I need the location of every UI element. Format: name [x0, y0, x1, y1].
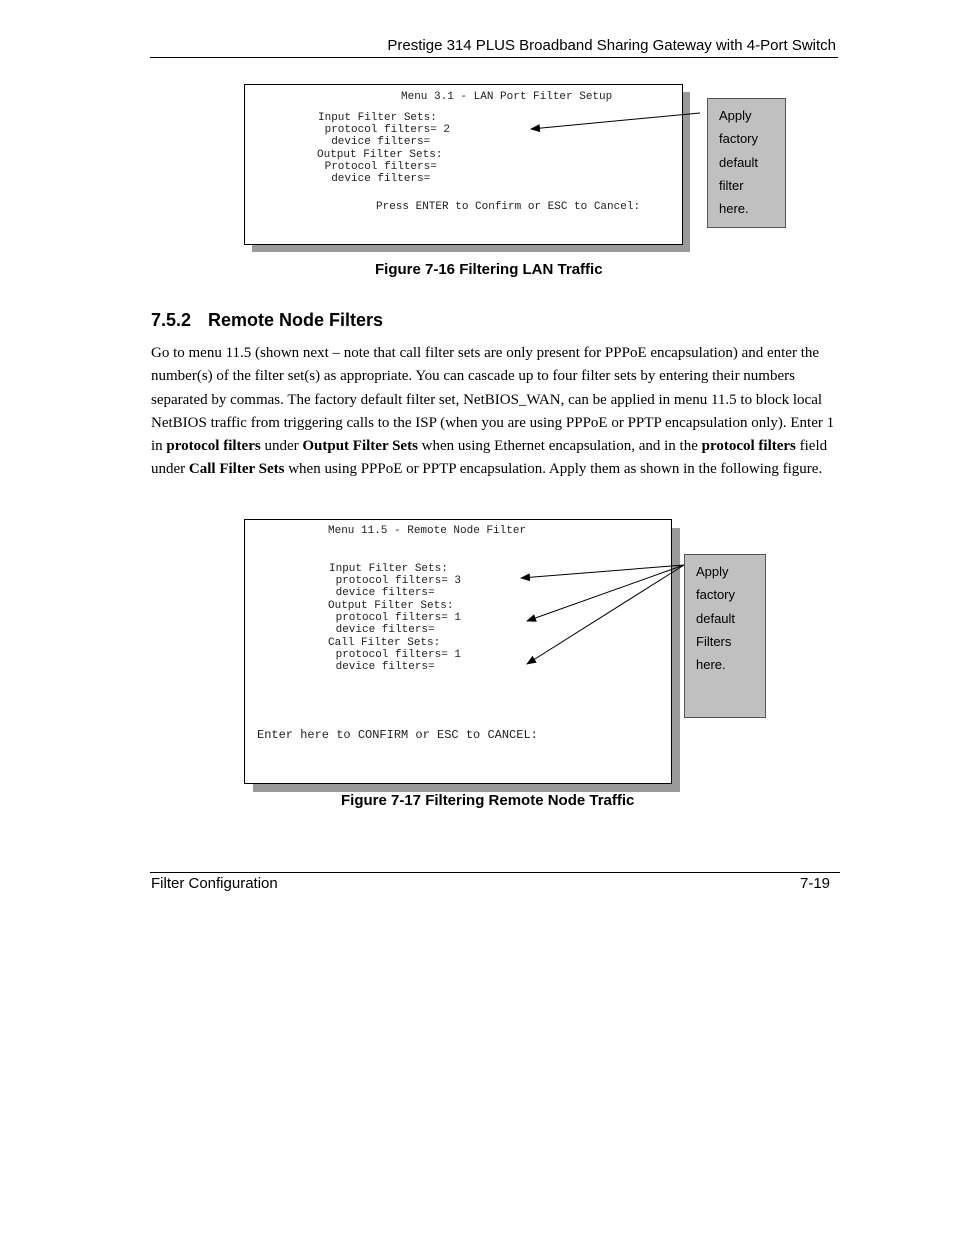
terminal-line: Output Filter Sets: — [317, 149, 443, 161]
footer-section-name: Filter Configuration — [151, 875, 278, 892]
terminal-prompt: Press ENTER to Confirm or ESC to Cancel: — [376, 201, 641, 213]
text-run: Go to menu 11.5 (shown next – note that call filter sets are only present for PPPoE encapsulation) and enter the number(s) of the filter set(s) as appropriate. You can cascade up to four filter sets by entering their numbers separated by commas. The factory default filter set, NetBIOS_WAN, can be applied in menu 11.5 to block local NetBIOS traffic from triggering calls to the ISP (when you are using PPPoE or PPTP encapsulation only). Enter 1 in — [151, 345, 835, 455]
callout-text: Filters — [696, 634, 732, 649]
page-header-title: Prestige 314 PLUS Broadband Sharing Gateway with 4-Port Switch — [387, 37, 836, 54]
section-number: 7.5.2 — [151, 310, 192, 330]
terminal-line: protocol filters= 3 — [329, 575, 462, 587]
figure-caption: Figure 7-17 Filtering Remote Node Traffic — [341, 792, 635, 809]
terminal-line: Output Filter Sets: — [328, 600, 454, 612]
header-divider — [150, 57, 838, 58]
callout-box — [684, 554, 766, 718]
footer-divider — [150, 872, 840, 873]
bold-term: Call Filter Sets — [188, 461, 285, 478]
remote-node-terminal — [244, 519, 672, 784]
body-paragraph — [151, 342, 841, 482]
terminal-line: Call Filter Sets: — [328, 637, 441, 649]
callout-text: Apply — [719, 108, 752, 123]
text-run: field under — [151, 438, 828, 478]
callout-text: default — [719, 155, 759, 170]
text-run: when using PPPoE or PPTP encapsulation. Apply them as shown in the following figure. — [284, 461, 823, 478]
terminal-line: device filters= — [318, 173, 431, 185]
terminal-line: device filters= — [329, 587, 435, 599]
bold-term: protocol filters — [701, 438, 796, 455]
text-run: when using Ethernet encapsulation, and in the — [417, 438, 702, 455]
terminal-line: device filters= — [329, 624, 435, 636]
bold-term: Output Filter Sets — [302, 438, 418, 455]
lan-filter-terminal — [244, 84, 683, 245]
callout-text: filter — [719, 178, 744, 193]
terminal-line: protocol filters= 1 — [329, 612, 462, 624]
callout-text: factory — [696, 587, 736, 602]
terminal-line: device filters= — [329, 661, 435, 673]
terminal-line: protocol filters= 1 — [329, 649, 462, 661]
callout-text: default — [696, 611, 736, 626]
terminal-line: Protocol filters= — [318, 161, 437, 173]
terminal-menu-title: Menu 11.5 - Remote Node Filter — [328, 525, 527, 537]
terminal-prompt: Enter here to CONFIRM or ESC to CANCEL: — [257, 728, 538, 742]
terminal-line: device filters= — [318, 136, 431, 148]
callout-text: here. — [696, 657, 726, 672]
callout-text: factory — [719, 131, 759, 146]
text-run: under — [260, 438, 303, 455]
terminal-line: Input Filter Sets: — [318, 112, 437, 124]
callout-text: here. — [719, 201, 749, 216]
terminal-line: protocol filters= 2 — [318, 124, 451, 136]
terminal-line: Input Filter Sets: — [329, 563, 448, 575]
callout-box — [707, 98, 786, 228]
bold-term: protocol filters — [166, 438, 261, 455]
callout-text: Apply — [696, 564, 729, 579]
section-title: Remote Node Filters — [208, 310, 384, 330]
page-number: 7-19 — [800, 875, 831, 892]
figure-caption: Figure 7-16 Filtering LAN Traffic — [375, 261, 603, 278]
terminal-menu-title: Menu 3.1 - LAN Port Filter Setup — [401, 91, 613, 103]
